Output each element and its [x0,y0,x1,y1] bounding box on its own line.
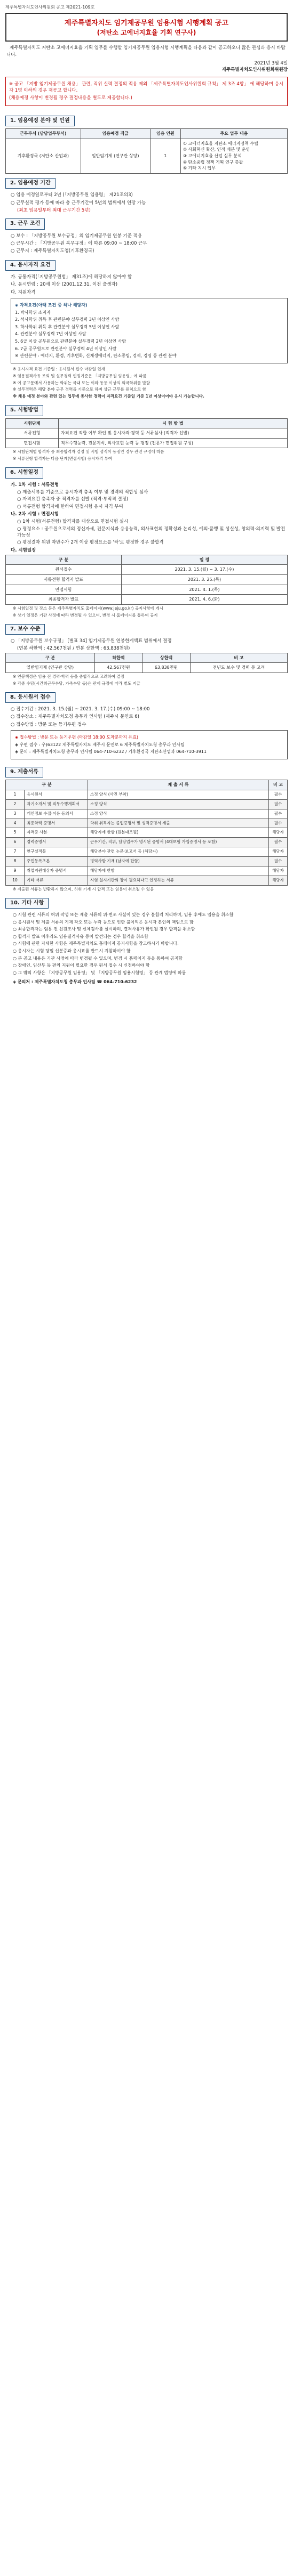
qualification-red-note: ※ 채용 예정 분야와 관련 있는 업무에 종사한 경력이 자격요건 기준일 기준 1년 이상이어야 응시 가능합니다. [13,394,204,399]
table-row [6,828,288,838]
qualification-box [11,298,288,363]
table-header-row [6,780,288,790]
qualification-box-title: ◈ 자격요건(아래 조건 중 하나 해당자) [15,303,88,308]
misc-item: ○ 최종합격자는 임용 전 신원조사 및 신체검사를 실시하며, 결격사유가 확인될 경우 합격을 취소함 [13,927,195,932]
schedule-note: ※ 시험일정 및 장소 등은 제주특별자치도 홈페이지(www.jeju.go.kr) 공지사항에 게시 [13,605,163,611]
schedule-value: 2021. 4. 6.(화) [121,595,287,605]
table-row [6,575,288,585]
pay-line: ○ 「지방공무원 보수규정」 [별표 34] 임기제공무원 연봉한계액표 범위에서 결정 [11,638,172,644]
table-header-row [6,555,288,565]
method-note: ※ 시험단계별 합격자 중 최종합격자 결정 및 시험 성적이 동점인 경우 관련 규정에 따름 [13,449,164,455]
misc-item: ○ 장애인, 임산부 등 편의 지원이 필요한 경우 원서 접수 시 신청하여야 함 [13,963,150,968]
doc-number-cell: 7 [6,847,25,857]
method-cell: 자격요건 적합 여부 확인 및 응시자격·경력 등 서류심사 (적격자 선발) [59,428,288,439]
qualification-item: 가. 공통자격(「지방공무원법」 제31조)에 해당하지 않아야 함 [11,274,132,280]
doc-detail-cell: 소정 양식 [88,809,269,819]
table-header: 상한액 [142,653,191,663]
documents-note: ※ 제출된 서류는 반환하지 않으며, 허위 기재 시 합격 또는 임용이 취소될 수 있음 [13,886,154,892]
doc-name-cell: 취업지원대상자 증명서 [25,866,88,876]
table-header: 임용 인원 [150,129,180,139]
qualification-line: 6. 7급 공무원으로 관련분야 실무경력 4년 이상인 사람 [15,346,117,351]
doc-mark-cell: 해당자 [269,866,288,876]
period-line: ○ 근무실적 평가 등에 따라 총 근무기간이 5년의 범위에서 연장 가능 [11,200,146,206]
section-title-recruitment: 1. 임용예정 분야 및 인원 [5,116,75,127]
table-row [6,876,288,885]
table-row [6,857,288,866]
doc-name-cell: 연구실적물 [25,847,88,857]
table-header-row [6,653,288,663]
doc-detail-cell: 시험 실시기관의 장이 필요하다고 인정하는 서류 [88,876,269,885]
method-cell: 직무수행능력, 전문지식, 의사표현 능력 등 평정 (전문가 면접위원 구성) [59,438,288,448]
table-row [6,428,288,439]
recruitment-table [5,128,288,174]
schedule-line: ○ 1차 시험(서류전형) 합격자를 대상으로 면접시험 실시 [17,519,129,525]
dept-cell: 기후환경국 (저탄소 산업과) [6,139,81,173]
pay-line: (연봉 하한액 : 42,567천원 / 연봉 상한액 : 63,838천원) [17,646,130,652]
doc-number-cell: 5 [6,828,25,838]
misc-item: ○ 그 밖의 사항은 「지방공무원 임용령」 및 「지방공무원 임용시험령」 등 관계 법령에 따름 [13,970,186,975]
doc-name-cell: 최종학력 증명서 [25,819,88,828]
doc-number-cell: 1 [6,790,25,799]
doc-mark-cell: 해당자 [269,876,288,885]
section-title-application: 8. 응시원서 접수 [5,692,56,703]
section-title-qualification: 4. 응시자격 요건 [5,260,56,271]
table-header: 근무부서 (담당업무부서) [6,129,81,139]
condition-line: ○ 보수 : 「지방공무원 보수규정」의 임기제공무원 연봉 기준 적용 [11,233,142,239]
schedule-sub-title: 가. 1차 시험 : 서류전형 [11,482,59,488]
schedule-line: ○ 자격요건 충족자 중 적격자를 선발 (적격·부적격 결정) [17,497,129,503]
doc-name-cell: 경력증명서 [25,838,88,847]
qualification-item: 나. 응시연령 : 20세 이상 (2001.12.31. 이전 출생자) [11,282,118,288]
table-row [6,866,288,876]
table-row [6,595,288,605]
section-title-misc: 10. 기타 사항 [5,898,49,909]
schedule-key: 서류전형 합격자 발표 [6,575,122,585]
schedule-note: ※ 상기 일정은 기관 사정에 따라 변경될 수 있으며, 변경 시 홈페이지를 통하여 공지 [13,612,158,618]
doc-mark-cell: 필수 [269,799,288,809]
qualification-item: 다. 지원자격 [11,289,36,295]
doc-number-cell: 10 [6,876,25,885]
contact-info: ◈ 문의처 : 제주특별자치도청 총무과 인사팀 ☎ 064-710-6232 [13,979,137,985]
section-title-documents: 9. 제출서류 [5,767,43,778]
warning-line: ※ 공고 「지방 임기제공무원 채용」 관련, 직위 실력 결정의 적용 제외 「제주특별자치도인사위원회 규칙」 제 3조 4항」 에 해당하며 응시자 1명 이하의 경우 재공고 합니다. [9,81,284,94]
misc-item: ○ 본 공고 내용은 기관 사정에 따라 변경될 수 있으며, 변경 시 홈페이지 등을 통하여 공지함 [13,955,183,961]
warning-notice-box [5,77,288,106]
qualification-note: ※ 임용결격사유 조회 및 실무경력 인정기준은 「지방공무원 임용령」에 따름 [13,373,147,378]
table-row [6,799,288,809]
doc-number-cell: 3 [6,809,25,819]
qualification-line: 1. 박사학위 소지자 [15,310,51,315]
title-box [5,13,288,42]
table-row [6,838,288,847]
table-header: 임용예정 직급 [81,129,150,139]
qualification-line: ※ 관련분야 : 에너지, 환경, 기후변화, 신재생에너지, 탄소중립, 경제, 경영 등 관련 분야 [15,353,177,359]
misc-item: ○ 응시자는 시험 당일 신분증과 응시표를 반드시 지참하여야 함 [13,949,131,954]
method-note: ※ 서류전형 합격자는 다음 단계(면접시험) 응시자격 부여 [13,456,112,461]
table-header: 비 고 [269,780,288,790]
misc-item: ○ 합격자 발표 이후라도 임용결격사유 등이 발견되는 경우 합격을 취소함 [13,934,148,939]
intro-text: 제주특별자치도 저탄소 고에너지효율 기획 업무를 수행할 임기제공무원 임용시험 시행계획을 다음과 같이 공고하오니 많은 관심과 응시 바랍니다. [6,45,286,58]
warning-line: (채용예정 사항이 변경될 경우 결정내용을 별도로 제공합니다.) [9,95,132,101]
duty-item: ① 고에너지효율 저탄소 에너지정책 수립 [183,141,258,146]
doc-number-cell: 8 [6,857,25,866]
page-subtitle: (저탄소 고에너지효율 기획 연구사) [97,29,196,37]
application-box-line: ◈ 접수방법 : 방문 또는 등기우편 (마감일 18:00 도착분까지 유효) [15,735,139,740]
table-row [6,585,288,595]
notice-date: 2021년 3월 4일 [254,61,288,67]
pay-high-cell: 63,838천원 [142,663,191,673]
doc-mark-cell: 필수 [269,809,288,819]
pay-note-cell: 전년도 보수 및 경력 등 고려 [190,663,287,673]
doc-number-cell: 6 [6,838,25,847]
doc-name-cell: 자기소개서 및 직무수행계획서 [25,799,88,809]
table-row [6,809,288,819]
section-title-pay: 7. 보수 수준 [5,624,45,635]
section-title-conditions: 3. 근무 조건 [5,218,45,230]
qualification-note: ※ 실무경력은 해당 분야 근무 경력을 기준으로 하며 상근 근무를 원칙으로 함 [13,387,146,392]
page-title: 제주특별자치도 임기제공무원 임용시험 시행계획 공고 [65,19,228,27]
pay-low-cell: 42,567천원 [94,663,142,673]
application-box [11,730,288,759]
doc-number-cell: 9 [6,866,25,876]
doc-detail-cell: 해당자에 한함 [88,866,269,876]
table-header: 구 분 [6,555,122,565]
section-title-method: 5. 시험방법 [5,405,43,416]
qualification-note: ※ 이 공고문에서 사용하는 학위는 국내 또는 이와 동등 이상의 외국학위를 말함 [13,380,151,385]
table-header: 시 험 방 법 [59,418,288,428]
schedule-value: 2021. 4. 1.(목) [121,585,287,595]
pay-table [5,653,288,673]
table-header: 비 고 [190,653,287,663]
table-row [6,819,288,828]
table-header: 제 출 서 류 [88,780,269,790]
table-header: 구 분 [6,653,95,663]
qualification-line: 5. 6급 이상 공무원으로 관련분야 실무경력 2년 이상인 사람 [15,339,126,344]
doc-mark-cell: 필수 [269,838,288,847]
application-line: ○ 접수방법 : 방문 또는 등기우편 접수 [11,722,86,727]
application-box-line: ◈ 문의 : 제주특별자치도청 총무과 인사팀 064-710-6232 / 기후환경국 저탄소산업과 064-710-3911 [15,749,207,755]
period-line: (최초 임용일부터 최대 근무기간 5년) [17,207,91,213]
doc-name-cell: 응시원서 [25,790,88,799]
table-row [6,790,288,799]
schedule-line: ○ 서류전형 합격자에 한하여 면접시험 응시 자격 부여 [17,504,123,509]
table-header: 구 분 [6,780,88,790]
table-header: 일 정 [121,555,287,565]
doc-name-cell: 기타 서류 [25,876,88,885]
table-header-row [6,418,288,428]
section-title-period: 2. 임용예정 기간 [5,178,56,189]
misc-item: ○ 응시원서 및 제출 서류의 기재 착오 또는 누락 등으로 인한 불이익은 응시자 본인의 책임으로 함 [13,919,194,925]
table-row [6,565,288,575]
doc-mark-cell: 필수 [269,790,288,799]
application-box-line: ◈ 우편 접수 : 우)63122 제주특별자치도 제주시 문연로 6 제주특별자치도청 총무과 인사팀 [15,742,185,747]
application-line: ○ 접수기간 : 2021. 3. 15.(월) ~ 2021. 3. 17.(수) 09:00 ~ 18:00 [11,707,150,712]
schedule-value: 2021. 3. 25.(목) [121,575,287,585]
doc-number-cell: 2 [6,799,25,809]
qualification-line: 2. 석사학위 취득 후 관련분야 실무경력 3년 이상인 사람 [15,317,120,322]
stage-cell: 면접시험 [6,438,59,448]
issuing-org: 제주특별자치도인사위원회위원장 [221,67,288,73]
period-line: ○ 임용 예정일로부터 2년 (「지방공무원 임용령」 제21조의3) [11,192,133,198]
doc-number-cell: 4 [6,819,25,828]
duty-item: ④ 탄소중립 정책 기획 연구 총괄 [183,159,243,165]
schedule-key: 최종합격자 발표 [6,595,122,605]
table-header: 주요 업무 내용 [180,129,287,139]
condition-line: ○ 근무시간 : 「지방공무원 복무규정」에 따른 09:00 ~ 18:00 근무 [11,240,147,246]
misc-item: ○ 시험 관련 서류의 허위 작성 또는 제출 서류의 위·변조 사실이 있는 경우 불합격 처리하며, 임용 후에도 임용을 취소함 [13,912,234,918]
stage-cell: 서류전형 [6,428,59,439]
doc-detail-cell: 해당자에 한함 (원본대조필) [88,828,269,838]
duty-item: ⑤ 기타 지시 업무 [183,166,216,171]
duty-item: ② 사회혁신 확산, 인적 배분 및 운영 [183,147,250,152]
doc-name-cell: 개인정보 수집·이용 동의서 [25,809,88,819]
schedule-sub-title: 나. 2차 시험 : 면접시험 [11,511,59,517]
documents-table [5,780,288,885]
doc-detail-cell: 소정 양식 (사진 부착) [88,790,269,799]
duty-item: ③ 고에너지효율 산업 실무 분석 [183,153,242,158]
table-row [6,438,288,448]
doc-name-cell: 자격증 사본 [25,828,88,838]
doc-mark-cell: 해당자 [269,828,288,838]
table-row [6,847,288,857]
doc-mark-cell: 필수 [269,857,288,866]
section-title-schedule: 6. 시험일정 [5,467,43,479]
pay-note: ※ 각종 수당(시간외근무수당, 가족수당 등)은 관계 규정에 따라 별도 지급 [13,681,140,686]
schedule-sub-title: 다. 시험일정 [11,547,36,553]
qualification-note: ※ 응시자격 요건 기준일 : 응시원서 접수 마감일 현재 [13,366,105,371]
notice-number: 제주특별자치도인사위원회 공고 제2021-109호 [5,5,95,10]
grade-cell: 일반임기제 (연구관 상당) [81,139,150,173]
doc-detail-cell: 학위 취득자는 졸업증명서 및 성적증명서 제출 [88,819,269,828]
doc-detail-cell: 해당분야 관련 논문·보고서 등 (해당자) [88,847,269,857]
qualification-line: 3. 학사학위 취득 후 관련분야 실무경력 5년 이상인 사람 [15,324,120,329]
doc-mark-cell: 필수 [269,819,288,828]
misc-item: ○ 시험에 관한 자세한 사항은 제주특별자치도 홈페이지 공지사항을 참고하시기 바랍니다. [13,941,179,946]
doc-detail-cell: 병역사항 기재 (남자에 한함) [88,857,269,866]
schedule-key: 면접시험 [6,585,122,595]
table-header: 하한액 [94,653,142,663]
qualification-line: 4. 관련분야 실무경력 7년 이상인 사람 [15,331,86,337]
duties-cell [180,139,287,173]
pay-note: ※ 연봉책정은 임용 전 경력·학력 등을 종합적으로 고려하여 결정 [13,674,124,679]
pay-grade-cell: 일반임기제 (연구관 상당) [6,663,95,673]
schedule-line: ○ 평정결과 위원 과반수가 2개 이상 평정요소를 '하'로 평정한 경우 불합격 [17,540,164,546]
count-cell: 1 [150,139,180,173]
application-line: ○ 접수장소 : 제주특별자치도청 총무과 인사팀 (제주시 문연로 6) [11,714,140,720]
schedule-line: ○ 평정요소 : 공무원으로서의 정신자세, 전문지식과 응용능력, 의사표현의 정확성과 논리성, 예의·품행 및 성실성, 창의력·의지력 및 발전 가능성 [17,526,286,538]
schedule-value: 2021. 3. 15.(월) ~ 3. 17.(수) [121,565,287,575]
exam-method-table [5,418,288,449]
table-row [6,139,288,173]
schedule-line: ○ 제출서류를 기준으로 응시자격 충족 여부 및 경력의 적합성 심사 [17,490,148,496]
schedule-table [5,555,288,605]
table-header-row [6,129,288,139]
doc-mark-cell: 해당자 [269,847,288,857]
doc-name-cell: 주민등록초본 [25,857,88,866]
misc-list [13,912,288,976]
table-row [6,663,288,673]
table-header: 시험단계 [6,418,59,428]
doc-detail-cell: 소정 양식 [88,799,269,809]
condition-line: ○ 근무지 : 제주특별자치도청(기후환경국) [11,248,94,254]
schedule-key: 원서접수 [6,565,122,575]
doc-detail-cell: 근무기간, 직위, 담당업무가 명시된 증명서 (4대보험 가입증명서 등 포함) [88,838,269,847]
